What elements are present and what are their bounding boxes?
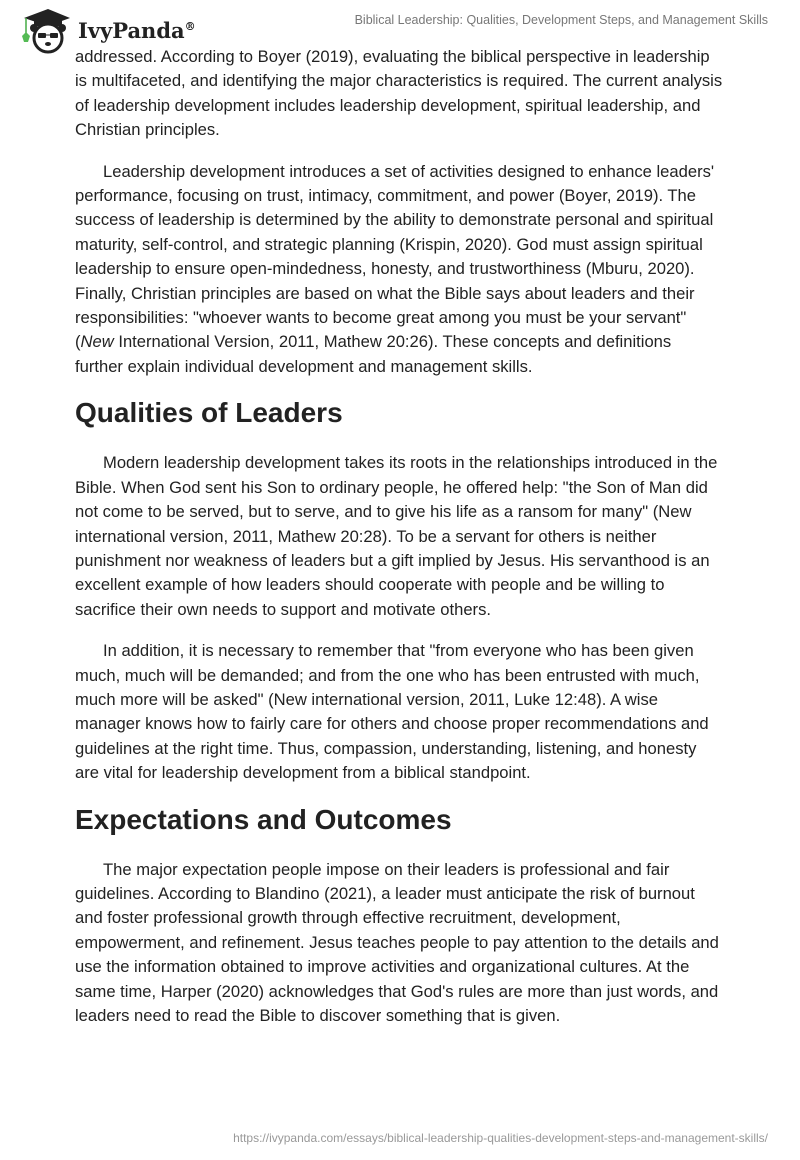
paragraph: In addition, it is necessary to remember that "from everyone who has been given much, much will be demanded; and from the one who has been entrusted with much, much more will be asked" (New international version, 2011, Luke 12:48). A wise manager knows how to fairly care for others and choose proper recommendations and guidelines at the right time. Thus, compassion, understanding, listening, and honesty are vital for leadership development from a biblical standpoint. xyxy=(75,641,709,783)
paragraph: The major expectation people impose on their leaders is professional and fair guidelines. According to Blandino (2021), a leader must anticipate the risk of burnout and foster professional growth through effective recruitment, development, empowerment, and refinement. Jesus teaches people to pay attention to the details and use the information obtained to improve activities and organizational cultures. At the same time, Harper (2020) acknowledges that God's rules are more than just words, and leaders need to read the Bible to discover something that is given. xyxy=(75,859,719,1025)
paragraph: addressed. According to Boyer (2019), evaluating the biblical perspective in leadership is multifaceted, and identifying the major characteristics is required. The current analysis of leadership development includes leadership development, spiritual leadership, and Christian principles. xyxy=(75,47,723,140)
panda-graduate-icon xyxy=(20,6,72,54)
source-url[interactable]: https://ivypanda.com/essays/biblical-leadership-qualities-development-steps-and-management-skills/ xyxy=(233,1131,768,1145)
header xyxy=(0,0,800,44)
section-heading: Qualities of Leaders xyxy=(75,397,343,429)
paragraph: Modern leadership development takes its roots in the relationships introduced in the Bible. When God sent his Son to ordinary people, he offered help: "the Son of Man did not come to be served, but to serve, and to give his life as a ransom for many" (New international version, 2011, Mathew 20:28). To be a servant for others is neither punishment nor weakness of leaders but a gift implied by Jesus. His servanthood is an excellent example of how leaders should cooperate with people and be willing to sacrifice their own needs to support and motivate others. xyxy=(75,453,718,619)
brand-name: IvyPanda® xyxy=(78,17,196,43)
essay-content xyxy=(75,45,723,1045)
document-title: Biblical Leadership: Qualities, Development Steps, and Management Skills xyxy=(354,13,768,27)
paragraph: Leadership development introduces a set of activities designed to enhance leaders' performance, focusing on trust, intimacy, commitment, and power (Boyer, 2019). The success of leadership is determined by the ability to demonstrate personal and spiritual maturity, self-control, and strategic planning (Krispin, 2020). God must assign spiritual leadership to ensure open-mindedness, honesty, and trustworthiness (Mburu, 2020). Finally, Christian principles are based on what the Bible says about leaders and their responsibilities: "whoever wants to become great among you must be your servant" (New International Version, 2011, Mathew 20:26). These concepts and definitions further explain individual development and management skills. xyxy=(75,161,715,376)
section-heading: Expectations and Outcomes xyxy=(75,803,452,835)
